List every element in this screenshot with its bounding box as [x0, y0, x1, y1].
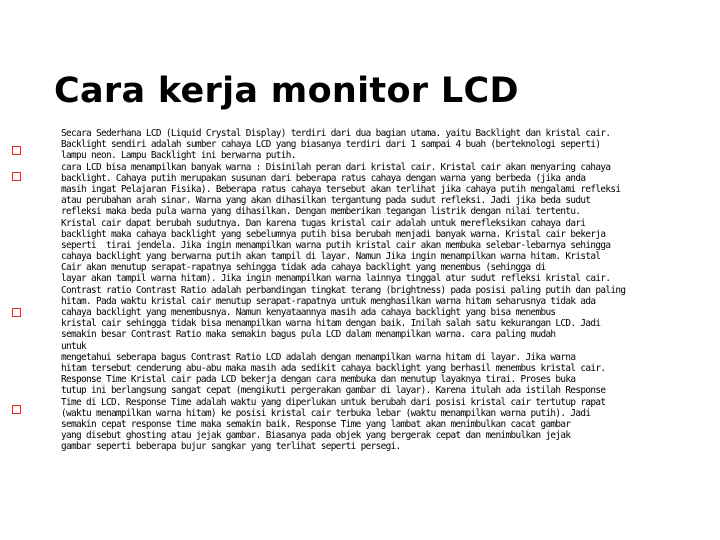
bullet-icon	[12, 146, 21, 155]
text-line: Backlight sendiri adalah sumber cahaya LCD yang biasanya terdiri dari 1 sampai 4 buah (berteknologi seperti)	[61, 139, 601, 151]
text-line: Contrast ratio Contrast Ratio adalah perbandingan tingkat terang (brightness) pada posisi paling putih dan paling	[61, 284, 626, 296]
text-line: atau perubahan arah sinar. Warna yang akan dihasilkan tergantung pada sudut refleksi. Jadi jika beda sudut	[61, 195, 591, 207]
text-line: backlight. Cahaya putih merupakan susunan dari beberapa ratus cahaya dengan warna yang berbeda (jika anda	[61, 172, 586, 184]
text-line: lampu neon. Lampu Backlight ini berwarna putih.	[61, 150, 296, 162]
text-line: hitam tersebut cenderung abu-abu maka masih ada sedikit cahaya backlight yang berhasil menembus kristal cair.	[61, 362, 606, 374]
text-line: cahaya backlight yang menembusnya. Namun kenyataannya masih ada cahaya backlight yang bisa menembus	[61, 307, 556, 318]
text-line: kristal cair sehingga tidak bisa menampilkan warna hitam dengan baik. Inilah salah satu kekurangan LCD. Jadi	[61, 318, 601, 330]
text-line: gambar seperti beberapa bujur sangkar yang terlihat seperti persegi.	[61, 441, 401, 453]
text-line: cara LCD bisa menampilkan banyak warna : Disinilah peran dari kristal cair. Kristal cair akan menyaring cahaya	[61, 161, 611, 173]
bullet-icon	[12, 308, 21, 317]
text-line: backlight maka cahaya backlight yang sebelumnya putih bisa berubah menjadi banyak warna. Kristal cair bekerja	[61, 228, 606, 240]
text-line: Time di LCD. Response Time adalah waktu yang diperlukan untuk berubah dari posisi kristal cair tertutup rapat	[61, 396, 606, 408]
text-line: Cair akan menutup serapat-rapatnya sehingga tidak ada cahaya backlight yang menembus (sehingga di	[61, 262, 546, 274]
text-line: cahaya backlight yang berwarna putih akan tampil di layar. Namun Jika ingin menampilkan warna hitam. Kristal	[61, 251, 601, 263]
text-line: (waktu menampilkan warna hitam) ke posisi kristal cair terbuka lebar (waktu menampilkan warna putih). Jadi	[61, 407, 591, 419]
text-line: layar akan tampil warna hitam). Jika ingin menampilkan warna lainnya tinggal atur sudut refleksi kristal cair.	[61, 273, 611, 285]
bullet-icon	[12, 405, 21, 414]
slide-title: Cara kerja monitor LCD	[54, 71, 519, 111]
text-line: masih ingat Pelajaran Fisika). Beberapa ratus cahaya tersebut akan terlihat jika cahaya putih mengalami refleksi	[61, 183, 621, 195]
bullet-icon	[12, 172, 21, 181]
text-line: Response Time Kristal cair pada LCD bekerja dengan cara membuka dan menutup layaknya tirai. Proses buka	[61, 374, 576, 386]
text-line: mengetahui seberapa bagus Contrast Ratio LCD adalah dengan menampilkan warna hitam di layar. Jika warna	[61, 351, 576, 363]
text-line: hitam. Pada waktu kristal cair menutup serapat-rapatnya untuk menghasilkan warna hitam seharusnya tidak ada	[61, 295, 596, 307]
text-line: tutup ini berlangsung sangat cepat (mengikuti pergerakan gambar di layar). Karena itulah ada istilah Response	[61, 385, 606, 397]
text-line: semakin cepat response time maka semakin baik. Response Time yang lambat akan menimbulkan cacat gambar	[61, 418, 571, 430]
body-text	[61, 128, 701, 452]
text-line: semakin besar Contrast Ratio maka semakin bagus pula LCD dalam menampilkan warna. cara paling mudah	[61, 329, 556, 341]
text-line: refleksi maka beda pula warna yang dihasilkan. Dengan memberikan tegangan listrik dengan nilai tertentu.	[61, 206, 581, 218]
text-line: seperti tirai jendela. Jika ingin menampilkan warna putih kristal cair akan membuka selebar-lebarnya sehingga	[61, 239, 611, 251]
text-line: Kristal cair dapat berubah sudutnya. Dan karena tugas kristal cair adalah untuk merefleksikan cahaya dari	[61, 217, 586, 229]
text-line: untuk	[61, 340, 86, 352]
text-line: yang disebut ghosting atau jejak gambar. Biasanya pada objek yang bergerak cepat dan menimbulkan jejak	[61, 430, 571, 442]
text-line: Secara Sederhana LCD (Liquid Crystal Display) terdiri dari dua bagian utama. yaitu Backlight dan kristal cair.	[61, 128, 611, 139]
